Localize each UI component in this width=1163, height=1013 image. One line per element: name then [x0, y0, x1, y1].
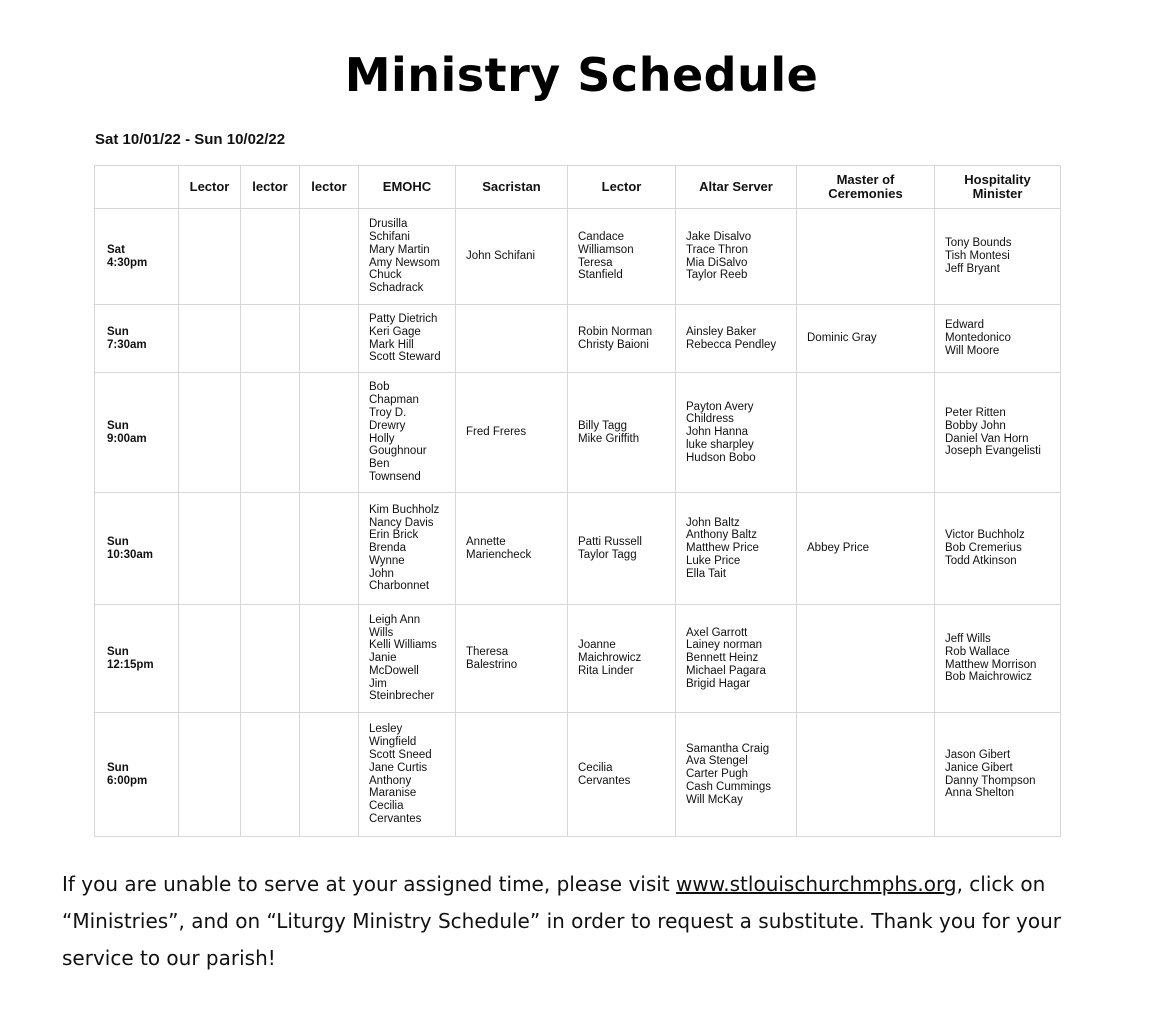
- assignee-name: Erin Brick: [369, 529, 419, 542]
- assignee-name: Tish Montesi: [945, 250, 1010, 263]
- assignment-cell: [568, 209, 676, 305]
- assignment-cell: [359, 373, 456, 493]
- assignment-cell: [300, 373, 359, 493]
- assignee-name: Anthony Baltz: [686, 529, 757, 542]
- assignee-name: Leigh Ann: [369, 613, 421, 626]
- assignee-name: Schadrack: [369, 282, 424, 295]
- time-slot-label: Sun 7:30am: [95, 305, 179, 373]
- page-title: Ministry Schedule: [344, 48, 819, 102]
- assignee-name: Jason Gibert: [945, 748, 1011, 761]
- assignee-name: Maichrowicz: [578, 652, 642, 665]
- assignee-name: Scott Steward: [369, 351, 441, 364]
- assignment-cell: [935, 305, 1061, 373]
- assignee-name: Patti Russell: [578, 535, 642, 548]
- assignee-name: Hudson Bobo: [686, 451, 756, 464]
- assignment-cell: [179, 605, 241, 713]
- footer-text-after: , click on “Ministries”, and on “Liturgy Ministry Schedule” in order to request a substitute. Thank you for your service to our parish!: [62, 872, 1061, 970]
- assignee-name: Luke Price: [686, 554, 741, 567]
- column-header-emohc: EMOHC: [359, 166, 456, 209]
- assignee-name: Rebecca Pendley: [686, 338, 777, 351]
- assignee-name: Patty Dietrich: [369, 312, 438, 325]
- assignee-name: Will McKay: [686, 793, 743, 806]
- assignment-cell: [359, 713, 456, 837]
- assignee-name: Maranise: [369, 787, 417, 800]
- assignee-name: Williamson: [578, 243, 634, 256]
- assignee-name: Cecilia: [578, 761, 613, 774]
- column-header-lector-4: Lector: [568, 166, 676, 209]
- assignee-name: John Hanna: [686, 426, 749, 439]
- assignee-name: Brenda: [369, 542, 407, 555]
- assignee-name: Goughnour: [369, 445, 427, 458]
- assignment-cell: [456, 209, 568, 305]
- footer-text-before: If you are unable to serve at your assigned time, please visit: [62, 872, 677, 896]
- header-row: [95, 166, 1061, 209]
- assignment-cell: [241, 305, 300, 373]
- assignment-cell: [935, 373, 1061, 493]
- schedule-row: [95, 373, 1061, 493]
- assignee-name: Joseph Evangelisti: [945, 445, 1041, 458]
- assignment-cell: [797, 373, 935, 493]
- assignment-cell: [568, 605, 676, 713]
- assignment-cell: [241, 373, 300, 493]
- schedule-row: [95, 605, 1061, 713]
- time-slot-label: Sat 4:30pm: [95, 209, 179, 305]
- column-header-lector-2: lector: [241, 166, 300, 209]
- assignee-name: Amy Newsom: [369, 256, 440, 269]
- assignment-cell: [568, 305, 676, 373]
- assignee-name: Janie: [369, 652, 397, 665]
- assignee-name: Michael Pagara: [686, 664, 766, 677]
- assignee-name: Chapman: [369, 394, 419, 407]
- assignee-name: Keri Gage: [369, 325, 421, 338]
- date-range: Sat 10/01/22 - Sun 10/02/22: [95, 131, 286, 148]
- assignee-name: Jane Curtis: [369, 761, 428, 774]
- column-header-hospitality-minister: Hospitality Minister: [935, 166, 1061, 209]
- assignee-name: Joanne: [578, 639, 616, 652]
- assignment-cell: [456, 605, 568, 713]
- assignment-cell: [359, 209, 456, 305]
- assignee-name: Steinbrecher: [369, 690, 435, 703]
- assignment-cell: [300, 305, 359, 373]
- assignee-name: Brigid Hagar: [686, 677, 750, 690]
- assignment-cell: [241, 209, 300, 305]
- assignee-name: Bob Cremerius: [945, 542, 1022, 555]
- assignee-name: Fred Freres: [466, 426, 527, 439]
- time-slot-label: Sun 10:30am: [95, 493, 179, 605]
- assignee-name: Cecilia: [369, 800, 404, 813]
- schedule-row: [95, 209, 1061, 305]
- assignment-cell: [935, 209, 1061, 305]
- assignment-cell: [676, 605, 797, 713]
- assignee-name: Troy D.: [369, 406, 407, 419]
- assignment-cell: [359, 605, 456, 713]
- assignee-name: Edward: [945, 319, 984, 332]
- assignee-name: Danny Thompson: [945, 774, 1036, 787]
- assignee-name: Matthew Price: [686, 542, 759, 555]
- assignee-name: Mariencheck: [466, 548, 532, 561]
- column-header-lector-3: lector: [300, 166, 359, 209]
- assignment-cell: [241, 713, 300, 837]
- assignee-name: Carter Pugh: [686, 768, 749, 781]
- assignment-cell: [935, 713, 1061, 837]
- assignee-name: Ava Stengel: [686, 755, 748, 768]
- assignee-name: Jim: [369, 677, 387, 690]
- assignee-name: Will Moore: [945, 344, 1000, 357]
- assignment-cell: [359, 493, 456, 605]
- assignee-name: luke sharpley: [686, 438, 754, 451]
- assignee-name: Victor Buchholz: [945, 529, 1025, 542]
- assignee-name: Drewry: [369, 419, 406, 432]
- assignee-name: Cervantes: [369, 812, 422, 825]
- assignee-name: Jake Disalvo: [686, 230, 752, 243]
- assignee-name: Dominic Gray: [807, 332, 877, 345]
- assignment-cell: [676, 305, 797, 373]
- assignee-name: Nancy Davis: [369, 516, 434, 529]
- assignee-name: Jeff Wills: [945, 632, 991, 645]
- assignee-name: Bob Maichrowicz: [945, 671, 1032, 684]
- assignment-cell: [676, 713, 797, 837]
- assignee-name: Billy Tagg: [578, 419, 628, 432]
- footer-note: [62, 866, 1112, 977]
- assignment-cell: [568, 713, 676, 837]
- assignee-name: Lainey norman: [686, 639, 763, 652]
- assignee-name: Mike Griffith: [578, 432, 640, 445]
- assignee-name: Christy Baioni: [578, 338, 649, 351]
- assignee-name: Scott Sneed: [369, 748, 432, 761]
- assignee-name: Janice Gibert: [945, 761, 1013, 774]
- assignee-name: Taylor Reeb: [686, 269, 748, 282]
- assignee-name: Rita Linder: [578, 664, 634, 677]
- assignee-name: Lesley: [369, 723, 403, 736]
- assignee-name: Bob: [369, 381, 390, 394]
- column-header-slot: [95, 166, 179, 209]
- time-slot-label: Sun 6:00pm: [95, 713, 179, 837]
- assignment-cell: [935, 605, 1061, 713]
- assignee-name: John Baltz: [686, 516, 740, 529]
- assignee-name: Mark Hill: [369, 338, 414, 351]
- assignee-name: John Schifani: [466, 250, 536, 263]
- assignee-name: Taylor Tagg: [578, 548, 637, 561]
- assignee-name: Robin Norman: [578, 325, 653, 338]
- assignee-name: Kim Buchholz: [369, 503, 440, 516]
- assignment-cell: [241, 605, 300, 713]
- assignee-name: Kelli Williams: [369, 639, 437, 652]
- assignee-name: Chuck: [369, 269, 402, 282]
- assignment-cell: [676, 209, 797, 305]
- assignee-name: Ella Tait: [686, 567, 727, 580]
- column-header-sacristan: Sacristan: [456, 166, 568, 209]
- assignment-cell: [935, 493, 1061, 605]
- assignee-name: Childress: [686, 413, 734, 426]
- assignment-cell: [676, 493, 797, 605]
- assignee-name: Charbonnet: [369, 580, 430, 593]
- assignee-name: Peter Ritten: [945, 406, 1006, 419]
- assignee-name: Schifani: [369, 230, 410, 243]
- assignee-name: Rob Wallace: [945, 645, 1010, 658]
- assignee-name: Mary Martin: [369, 243, 430, 256]
- time-slot-label: Sun 9:00am: [95, 373, 179, 493]
- assignee-name: Wynne: [369, 554, 405, 567]
- assignee-name: Cash Cummings: [686, 780, 771, 793]
- assignee-name: Matthew Morrison: [945, 658, 1037, 671]
- assignment-cell: [797, 209, 935, 305]
- assignment-cell: [676, 373, 797, 493]
- assignee-name: Theresa: [466, 645, 509, 658]
- assignee-name: Balestrino: [466, 658, 518, 671]
- assignee-name: Teresa: [578, 256, 613, 269]
- assignee-name: Trace Thron: [686, 243, 748, 256]
- schedule-table: [94, 165, 1061, 837]
- assignee-name: Drusilla: [369, 218, 408, 231]
- assignee-name: Abbey Price: [807, 542, 870, 555]
- assignment-cell: [300, 605, 359, 713]
- assignment-cell: [568, 493, 676, 605]
- assignee-name: Samantha Craig: [686, 742, 770, 755]
- assignment-cell: [300, 493, 359, 605]
- assignee-name: Todd Atkinson: [945, 554, 1017, 567]
- assignment-cell: [568, 373, 676, 493]
- assignee-name: Ainsley Baker: [686, 325, 757, 338]
- schedule-row: [95, 493, 1061, 605]
- assignee-name: Wingfield: [369, 736, 417, 749]
- assignee-name: Annette: [466, 535, 506, 548]
- assignment-cell: [456, 305, 568, 373]
- assignment-cell: [456, 493, 568, 605]
- assignment-cell: [300, 713, 359, 837]
- assignee-name: Jeff Bryant: [945, 262, 1000, 275]
- assignee-name: Ben: [369, 458, 390, 471]
- assignment-cell: [241, 493, 300, 605]
- assignee-name: McDowell: [369, 664, 419, 677]
- assignment-cell: [797, 493, 935, 605]
- assignee-name: Anthony: [369, 774, 412, 787]
- assignment-cell: [300, 209, 359, 305]
- assignee-name: Cervantes: [578, 774, 631, 787]
- assignee-name: John: [369, 567, 394, 580]
- assignee-name: Wills: [369, 626, 394, 639]
- assignment-cell: [179, 209, 241, 305]
- assignee-name: Holly: [369, 432, 395, 445]
- column-header-altar-server: Altar Server: [676, 166, 797, 209]
- assignment-cell: [456, 713, 568, 837]
- time-slot-label: Sun 12:15pm: [95, 605, 179, 713]
- assignment-cell: [456, 373, 568, 493]
- assignment-cell: [797, 713, 935, 837]
- column-header-master-of-ceremonies: Master of Ceremonies: [797, 166, 935, 209]
- assignee-name: Anna Shelton: [945, 787, 1015, 800]
- schedule-row: [95, 305, 1061, 373]
- assignment-cell: [179, 305, 241, 373]
- assignment-cell: [179, 373, 241, 493]
- assignee-name: Candace: [578, 230, 625, 243]
- assignee-name: Bennett Heinz: [686, 652, 759, 665]
- assignment-cell: [359, 305, 456, 373]
- assignee-name: Payton Avery: [686, 400, 754, 413]
- assignment-cell: [179, 713, 241, 837]
- parish-website-link[interactable]: www.stlouischurchmphs.org: [676, 872, 957, 896]
- assignee-name: Mia DiSalvo: [686, 256, 748, 269]
- column-header-lector-1: Lector: [179, 166, 241, 209]
- assignee-name: Tony Bounds: [945, 237, 1012, 250]
- assignee-name: Stanfield: [578, 269, 623, 282]
- assignee-name: Montedonico: [945, 332, 1011, 345]
- assignee-name: Axel Garrott: [686, 626, 748, 639]
- assignment-cell: [797, 605, 935, 713]
- assignment-cell: [179, 493, 241, 605]
- assignment-cell: [797, 305, 935, 373]
- schedule-row: [95, 713, 1061, 837]
- assignee-name: Bobby John: [945, 419, 1006, 432]
- assignee-name: Townsend: [369, 470, 421, 483]
- assignee-name: Daniel Van Horn: [945, 432, 1029, 445]
